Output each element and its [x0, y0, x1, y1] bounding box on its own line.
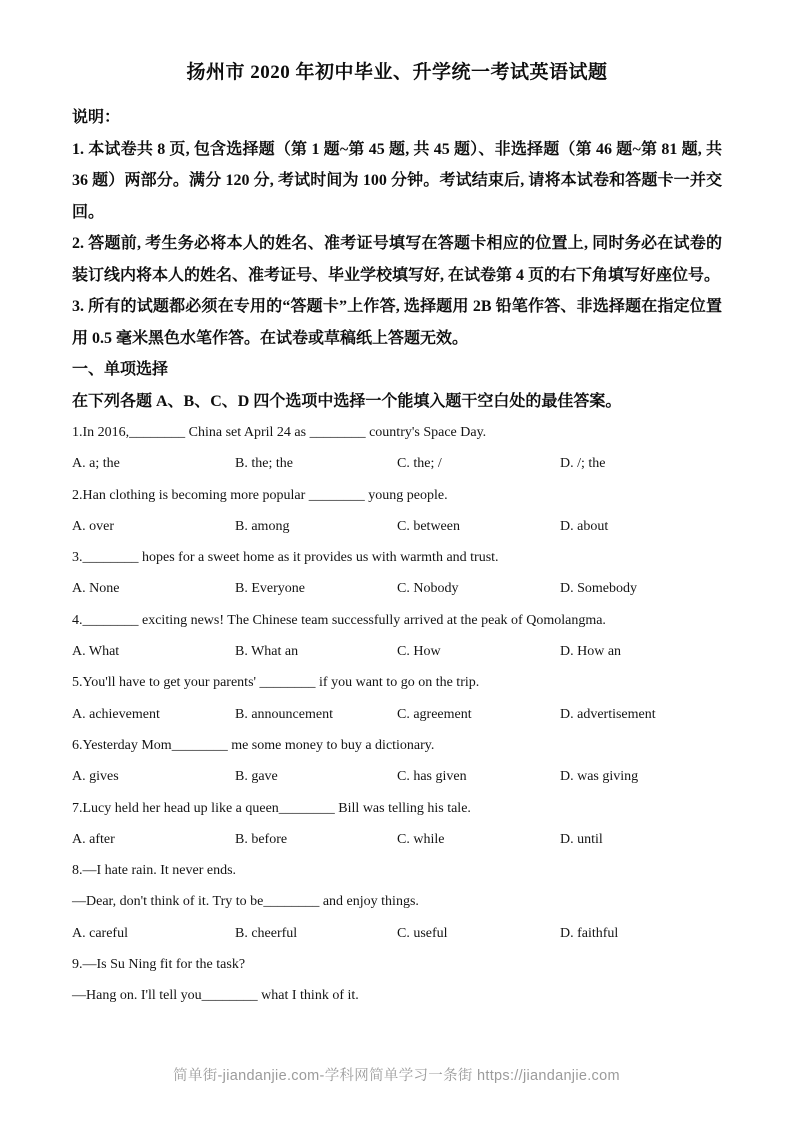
question-1-option-c: C. the; /: [397, 456, 442, 472]
question-3-option-c: C. Nobody: [397, 581, 459, 597]
question-7-stem: 7.Lucy held her head up like a queen________ Bill was telling his tale.: [72, 800, 471, 816]
question-7-option-a: A. after: [72, 831, 115, 847]
question-8: [72, 855, 722, 949]
question-4-option-c: C. How: [397, 644, 441, 660]
question-6-stem: 6.Yesterday Mom________ me some money to buy a dictionary.: [72, 737, 435, 753]
question-list: [72, 417, 722, 1012]
exam-notice: [72, 102, 722, 417]
question-5-options: [72, 699, 722, 730]
notice-item-1: 1. 本试卷共 8 页, 包含选择题（第 1 题~第 45 题, 共 45 题）、非选择题（第 46 题~第 81 题, 共 36 题）两部分。满分 120 分, 考试时间为 100 分钟。考试结束后, 请将本试卷和答题卡一并交回。: [72, 140, 722, 221]
question-8-options: [72, 918, 722, 949]
question-3: [72, 542, 722, 605]
question-5-option-d: D. advertisement: [560, 706, 656, 722]
section-title: 一、单项选择: [72, 361, 169, 378]
watermark-footer: 简单街-jiandanjie.com-学科网简单学习一条街 https://jiandanjie.com: [173, 1068, 620, 1084]
question-6-option-c: C. has given: [397, 769, 467, 785]
question-1-option-b: B. the; the: [235, 456, 293, 472]
question-1-option-a: A. a; the: [72, 456, 120, 472]
question-6: [72, 730, 722, 793]
question-2-option-b: B. among: [235, 518, 290, 534]
question-2-option-c: C. between: [397, 518, 460, 534]
question-4-options: [72, 636, 722, 667]
question-6-option-a: A. gives: [72, 769, 119, 785]
question-6-options: [72, 761, 722, 792]
question-2-stem: 2.Han clothing is becoming more popular ________ young people.: [72, 487, 448, 503]
question-2-option-d: D. about: [560, 518, 609, 534]
question-4: [72, 605, 722, 668]
question-4-option-a: A. What: [72, 644, 120, 660]
question-4-option-b: B. What an: [235, 644, 299, 660]
question-5-option-c: C. agreement: [397, 706, 472, 722]
question-1: [72, 417, 722, 480]
question-6-option-d: D. was giving: [560, 769, 639, 785]
question-1-option-d: D. /; the: [560, 456, 606, 472]
question-8-stem-reply: —Dear, don't think of it. Try to be________ and enjoy things.: [72, 894, 419, 910]
question-3-options: [72, 573, 722, 604]
question-5: [72, 667, 722, 730]
question-7-option-b: B. before: [235, 831, 288, 847]
question-1-options: [72, 448, 722, 479]
question-3-option-d: D. Somebody: [560, 581, 637, 597]
question-4-stem: 4.________ exciting news! The Chinese team successfully arrived at the peak of Qomolangma.: [72, 612, 606, 628]
question-5-option-a: A. achievement: [72, 706, 160, 722]
question-2-options: [72, 511, 722, 542]
question-8-stem: 8.—I hate rain. It never ends.: [72, 863, 237, 879]
question-7-option-c: C. while: [397, 831, 445, 847]
section-note: 在下列各题 A、B、C、D 四个选项中选择一个能填入题干空白处的最佳答案。: [72, 392, 622, 410]
question-8-option-a: A. careful: [72, 925, 128, 941]
question-2-option-a: A. over: [72, 518, 114, 534]
question-6-option-b: B. gave: [235, 769, 278, 785]
question-8-option-b: B. cheerful: [235, 925, 298, 941]
question-4-option-d: D. How an: [560, 644, 622, 660]
notice-item-2: 2. 答题前, 考生务必将本人的姓名、准考证号填写在答题卡相应的位置上, 同时务必在试卷的装订线内将本人的姓名、准考证号、毕业学校填写好, 在试卷第 4 页的右下角填写好座位号。: [72, 235, 722, 284]
notice-item-3: 3. 所有的试题都必须在专用的“答题卡”上作答, 选择题用 2B 铅笔作答、非选择题在指定位置用 0.5 毫米黑色水笔作答。在试卷或草稿纸上答题无效。: [72, 298, 722, 347]
question-5-stem: 5.You'll have to get your parents' ________ if you want to go on the trip.: [72, 675, 480, 691]
page-title: 扬州市 2020 年初中毕业、升学统一考试英语试题: [186, 62, 608, 83]
question-2: [72, 480, 722, 543]
question-9-stem-reply: —Hang on. I'll tell you________ what I think of it.: [72, 988, 359, 1004]
question-3-stem: 3.________ hopes for a sweet home as it provides us with warmth and trust.: [72, 550, 499, 566]
question-3-option-b: B. Everyone: [235, 581, 305, 597]
question-7: [72, 793, 722, 856]
question-9: [72, 949, 722, 1012]
question-7-options: [72, 824, 722, 855]
question-8-option-d: D. faithful: [560, 925, 619, 941]
question-5-option-b: B. announcement: [235, 706, 333, 722]
question-3-option-a: A. None: [72, 581, 120, 597]
question-7-option-d: D. until: [560, 831, 603, 847]
question-1-stem: 1.In 2016,________ China set April 24 as ________ country's Space Day.: [72, 425, 487, 440]
question-8-option-c: C. useful: [397, 925, 448, 941]
notice-heading: 说明：: [72, 109, 121, 126]
question-9-stem: 9.—Is Su Ning fit for the task?: [72, 957, 246, 973]
